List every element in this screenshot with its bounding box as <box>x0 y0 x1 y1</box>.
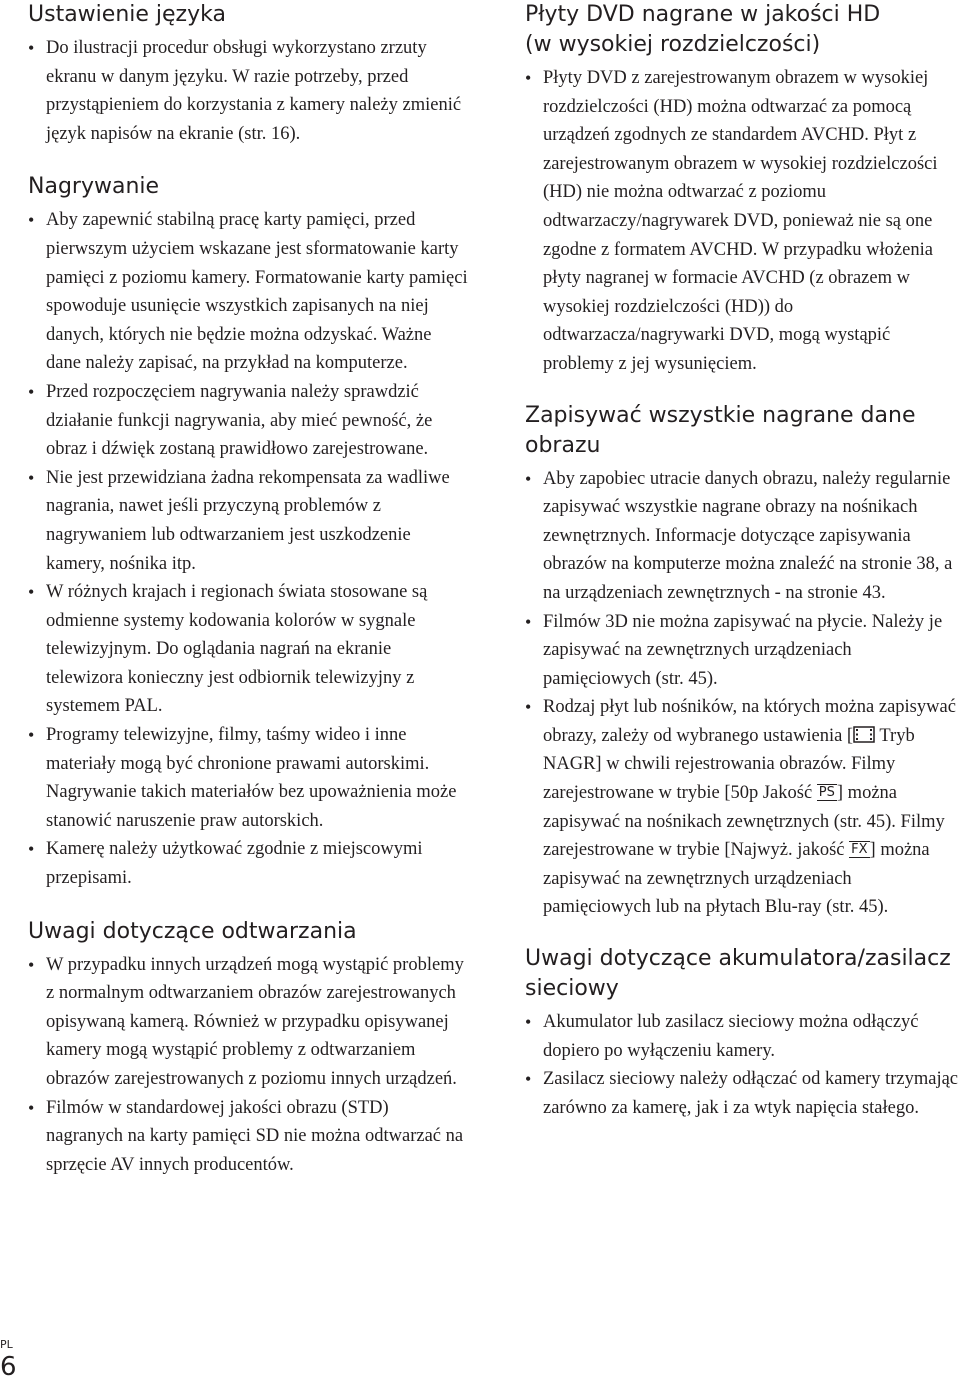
section-heading-line: Płyty DVD nagrane w jakości HD <box>525 2 881 27</box>
list-item <box>28 464 468 578</box>
list-item <box>28 721 468 835</box>
list-item <box>28 835 468 892</box>
page-number <box>0 1338 20 1382</box>
section-hd-dvd <box>525 0 960 379</box>
bullet-icon: • <box>525 68 532 88</box>
list-item <box>28 378 468 464</box>
bullet-list <box>525 64 960 379</box>
list-item-text: Tryb NAGR] w chwili rejestrowania obrazów. Filmy zarejestrowane w trybie [50p Jakość <box>543 725 915 804</box>
list-item-text: ] można zapisywać na nośnikach zewnętrznych (str. 45). Filmy zarejestrowane w trybie [Najwyż. jakość <box>543 783 945 861</box>
section-recording <box>28 172 468 892</box>
section-heading <box>525 0 960 60</box>
list-item <box>28 578 468 721</box>
list-item <box>525 693 960 922</box>
list-item-text: Filmów w standardowej jakości obrazu (STD) nagranych na karty pamięci SD nie można odtwarzać na sprzęcie AV innych producentów. <box>46 1097 464 1175</box>
left-column <box>28 0 468 1179</box>
section-heading-line: Uwagi dotyczące akumulatora/zasilacz <box>525 946 951 972</box>
film-mode-icon <box>853 726 875 743</box>
section-heading: Ustawienie języka <box>28 2 226 27</box>
list-item-text: Aby zapobiec utracie danych obrazu, należy regularnie zapisywać wszystkie nagrane obrazy na nośnikach zewnętrznych. Informacje dotyczące zapisywania obrazów na komputerze można znaleźć na stronie 38, a na urządzeniach zewnętrznych - na stronie 43. <box>543 468 953 603</box>
list-item-text: Akumulator lub zasilacz sieciowy można odłączyć dopiero po wyłączeniu kamery. <box>543 1012 919 1061</box>
list-item-text: Rodzaj płyt lub nośników, na których można zapisywać obrazy, zależy od wybranego ustawienia [ <box>543 697 956 746</box>
list-item-text: Aby zapewnić stabilną pracę karty pamięci, przed pierwszym użyciem wskazane jest sformatowanie karty pamięci z poziomu kamery. Formatowanie karty pamięci spowoduje usunięcie wszystkich zapisanych na niej danych, których nie będzie można odzyskać. Ważne dane należy zapisać, na przykład na komputerze. <box>46 210 468 374</box>
list-item <box>525 64 960 379</box>
section-language <box>28 0 468 148</box>
list-item-text: Do ilustracji procedur obsługi wykorzystano zrzuty ekranu w danym języku. W razie potrzeby, przed przystąpieniem do korzystania z kamery należy zmienić język napisów na ekranie (str. 16). <box>46 38 462 144</box>
bullet-list <box>525 465 960 923</box>
section-heading <box>525 944 960 1004</box>
list-item <box>28 1094 468 1180</box>
section-heading-line: Zapisywać wszystkie nagrane dane <box>525 402 916 428</box>
bullet-icon: • <box>525 611 532 632</box>
bullet-icon: • <box>28 381 35 402</box>
fx-quality-icon: FX <box>851 842 868 858</box>
bullet-icon: • <box>28 210 35 231</box>
ps-quality-icon: PS <box>818 785 835 801</box>
list-item <box>28 34 468 148</box>
list-item <box>28 951 468 1094</box>
section-heading: Nagrywanie <box>28 174 160 200</box>
list-item-text: ] można zapisywać na zewnętrznych urządzeniach pamięciowych lub na płytach Blu-ray (str. 45). <box>543 840 930 918</box>
bullet-icon: • <box>28 839 35 860</box>
list-item-text: Płyty DVD z zarejestrowanym obrazem w wysokiej rozdzielczości (HD) można odtwarzać za pomocą urządzeń zgodnych ze standardem AVCHD. Płyt z zarejestrowanym obrazem w wysokiej rozdzielczości (HD) nie można odtwarzać z poziomu odtwarzaczy/nagrywarek DVD, ponieważ nie są one zgodne z formatem AVCHD. W przypadku włożenia płyty nagranej w formacie AVCHD (z obrazem w wysokiej rozdzielczości (HD)) do odtwarzacza/nagrywarki DVD, mogą wystąpić problemy z jej wysunięciem. <box>543 68 938 374</box>
section-heading-line: (w wysokiej rozdzielczości) <box>525 32 821 57</box>
section-heading: Uwagi dotyczące odtwarzania <box>28 918 357 944</box>
bullet-icon: • <box>525 1069 532 1090</box>
right-column <box>525 0 960 1122</box>
bullet-icon: • <box>525 1012 532 1033</box>
bullet-icon: • <box>28 467 35 488</box>
section-heading-line: obrazu <box>525 432 601 458</box>
list-item-text: Nie jest przewidziana żadna rekompensata za wadliwe nagrania, nawet jeśli przyczyną problemów z nagrywaniem lub odtwarzaniem jest uszkodzenie kamery, nośnika itp. <box>46 467 450 574</box>
bullet-icon: • <box>28 725 35 746</box>
bullet-icon: • <box>28 1097 35 1118</box>
bullet-list <box>525 1008 960 1122</box>
bullet-list <box>28 206 468 892</box>
list-item-text: Filmów 3D nie można zapisywać na płycie. Należy je zapisywać na zewnętrznych urządzeniach pamięciowych (str. 45). <box>543 611 943 689</box>
language-code: PL <box>0 1338 13 1351</box>
list-item <box>525 465 960 608</box>
section-battery-notes <box>525 944 960 1122</box>
bullet-list <box>28 34 468 148</box>
list-item-text: Kamerę należy użytkować zgodnie z miejscowymi przepisami. <box>46 839 423 889</box>
list-item-text: Programy telewizyjne, filmy, taśmy wideo i inne materiały mogą być chronione prawami autorskimi. Nagrywanie takich materiałów bez upoważnienia może stanowić naruszenie praw autorskich. <box>46 725 457 831</box>
list-item-text: W różnych krajach i regionach świata stosowane są odmienne systemy kodowania kolorów w sygnale telewizyjnym. Do oglądania nagrań na ekranie telewizora konieczny jest odbiornik telewizyjny z systemem PAL. <box>46 582 428 717</box>
list-item-text: Przed rozpoczęciem nagrywania należy sprawdzić działanie funkcji nagrywania, aby mieć pewność, że obraz i dźwięk zostaną prawidłowo zarejestrowane. <box>46 381 433 460</box>
list-item <box>525 608 960 694</box>
section-save-data <box>525 401 960 923</box>
section-playback-notes <box>28 917 468 1180</box>
list-item-text: Zasilacz sieciowy należy odłączać od kamery trzymając zarówno za kamerę, jak i za wtyk napięcia stałego. <box>543 1069 959 1118</box>
list-item-text: W przypadku innych urządzeń mogą wystąpić problemy z normalnym odtwarzaniem obrazów zarejestrowanych opisywaną kamerą. Również w przypadku opisywanej kamery mogą wystąpić problemy z odtwarzaniem obrazów zarejestrowanych z poziomu innych urządzeń. <box>46 954 464 1089</box>
list-item <box>28 206 468 378</box>
bullet-icon: • <box>28 954 35 975</box>
list-item <box>525 1065 960 1122</box>
page-number-value: 6 <box>0 1352 17 1382</box>
bullet-list <box>28 951 468 1180</box>
section-heading-line: sieciowy <box>525 976 619 1002</box>
bullet-icon: • <box>28 582 35 603</box>
list-item <box>525 1008 960 1065</box>
bullet-icon: • <box>525 468 532 489</box>
section-heading <box>525 401 960 461</box>
bullet-icon: • <box>28 38 35 58</box>
bullet-icon: • <box>525 697 532 718</box>
